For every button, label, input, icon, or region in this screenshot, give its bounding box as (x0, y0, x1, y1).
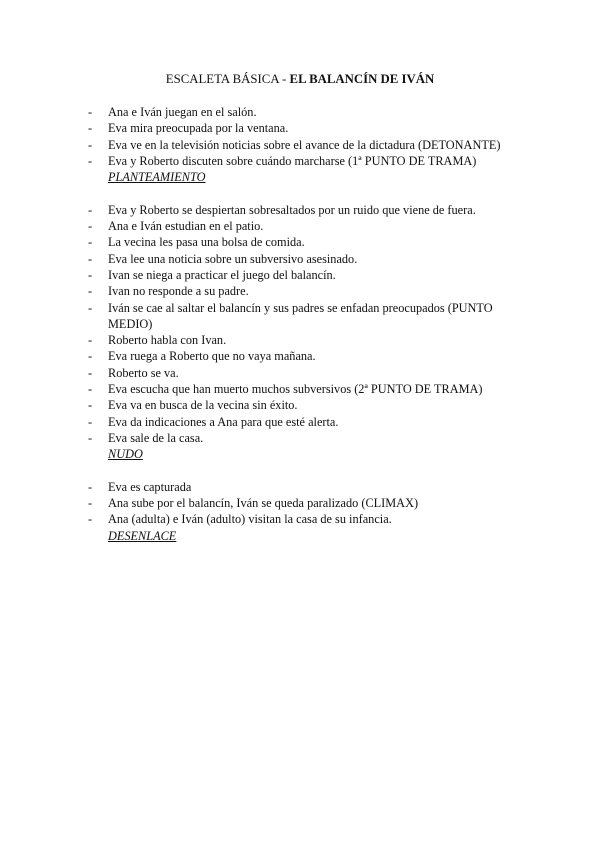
list-item (88, 202, 508, 218)
bullet-dash: - (88, 349, 93, 364)
list-item (88, 430, 508, 446)
list-item (88, 348, 508, 364)
list-item (88, 120, 508, 136)
list-item (88, 153, 508, 169)
list-item (88, 381, 508, 397)
bullet-dash: - (88, 202, 93, 217)
bullet-dash: - (88, 105, 93, 119)
list-item (88, 332, 508, 348)
list-item-text: Eva lee una noticia sobre un subversivo asesinado. (108, 251, 358, 266)
section-heading: NUDO (108, 447, 143, 462)
outline-section (88, 479, 508, 544)
list-item-text: Ivan no responde a su padre. (108, 284, 249, 299)
outline-section (88, 202, 508, 463)
list-item (88, 104, 508, 120)
list-item (88, 479, 508, 495)
title-bold: EL BALANCÍN DE IVÁN (289, 72, 435, 86)
bullet-dash: - (88, 430, 93, 445)
section-heading: DESENLACE (108, 528, 177, 543)
list-item-text: Eva y Roberto se despiertan sobresaltados por un ruido que viene de fuera. (108, 202, 476, 217)
list-item-text: Iván se cae al saltar el balancín y sus padres se enfadan preocupados (PUNTO MEDIO) (108, 300, 493, 331)
list-item-text: La vecina les pasa una bolsa de comida. (108, 235, 305, 250)
bullet-dash: - (88, 496, 93, 511)
bullet-dash: - (88, 512, 93, 527)
list-item-text: Ana sube por el balancín, Iván se queda paralizado (CLIMAX) (108, 496, 419, 511)
bullet-dash: - (88, 137, 93, 152)
list-item-text: Eva ruega a Roberto que no vaya mañana. (108, 349, 316, 364)
bullet-dash: - (88, 284, 93, 299)
list-item-text: Roberto se va. (108, 365, 179, 380)
bullet-dash: - (88, 382, 93, 397)
list-item-text: Eva ve en la televisión noticias sobre el avance de la dictadura (DETONANTE) (108, 137, 501, 152)
list-item-text: Eva escucha que han muerto muchos subversivos (2ª PUNTO DE TRAMA) (108, 382, 483, 397)
bullet-dash: - (88, 267, 93, 282)
list-item (88, 137, 508, 153)
list-item (88, 234, 508, 250)
list-item (88, 218, 508, 234)
list-item-text: Eva sale de la casa. (108, 430, 204, 445)
list-item-text: Eva da indicaciones a Ana para que esté alerta. (108, 414, 339, 429)
list-item-text: Eva mira preocupada por la ventana. (108, 121, 289, 136)
list-item (88, 495, 508, 511)
list-item-text: Eva y Roberto discuten sobre cuándo marcharse (1ª PUNTO DE TRAMA) (108, 153, 477, 168)
outline-section (88, 104, 508, 185)
list-item (88, 300, 508, 333)
document-title (0, 72, 600, 87)
outline-body (88, 104, 508, 560)
list-item (88, 511, 508, 527)
list-item-text: Ivan se niega a practicar el juego del balancín. (108, 267, 336, 282)
list-item (88, 267, 508, 283)
list-item (88, 414, 508, 430)
list-item (88, 283, 508, 299)
bullet-dash: - (88, 121, 93, 136)
title-prefix: ESCALETA BÁSICA - (165, 72, 290, 86)
section-heading: PLANTEAMIENTO (108, 170, 206, 185)
list-item (88, 397, 508, 413)
bullet-dash: - (88, 251, 93, 266)
bullet-dash: - (88, 414, 93, 429)
bullet-dash: - (88, 333, 93, 348)
list-item-text: Eva es capturada (108, 479, 192, 494)
bullet-dash: - (88, 300, 93, 315)
bullet-dash: - (88, 219, 93, 234)
list-item-text: Ana e Iván juegan en el salón. (108, 105, 257, 119)
list-item-text: Ana (adulta) e Iván (adulto) visitan la casa de su infancia. (108, 512, 392, 527)
bullet-dash: - (88, 235, 93, 250)
list-item (88, 365, 508, 381)
list-item-text: Eva va en busca de la vecina sin éxito. (108, 398, 298, 413)
bullet-dash: - (88, 479, 93, 494)
bullet-dash: - (88, 398, 93, 413)
list-item (88, 251, 508, 267)
list-item-text: Roberto habla con Ivan. (108, 333, 227, 348)
bullet-dash: - (88, 365, 93, 380)
bullet-dash: - (88, 153, 93, 168)
list-item-text: Ana e Iván estudian en el patio. (108, 219, 264, 234)
